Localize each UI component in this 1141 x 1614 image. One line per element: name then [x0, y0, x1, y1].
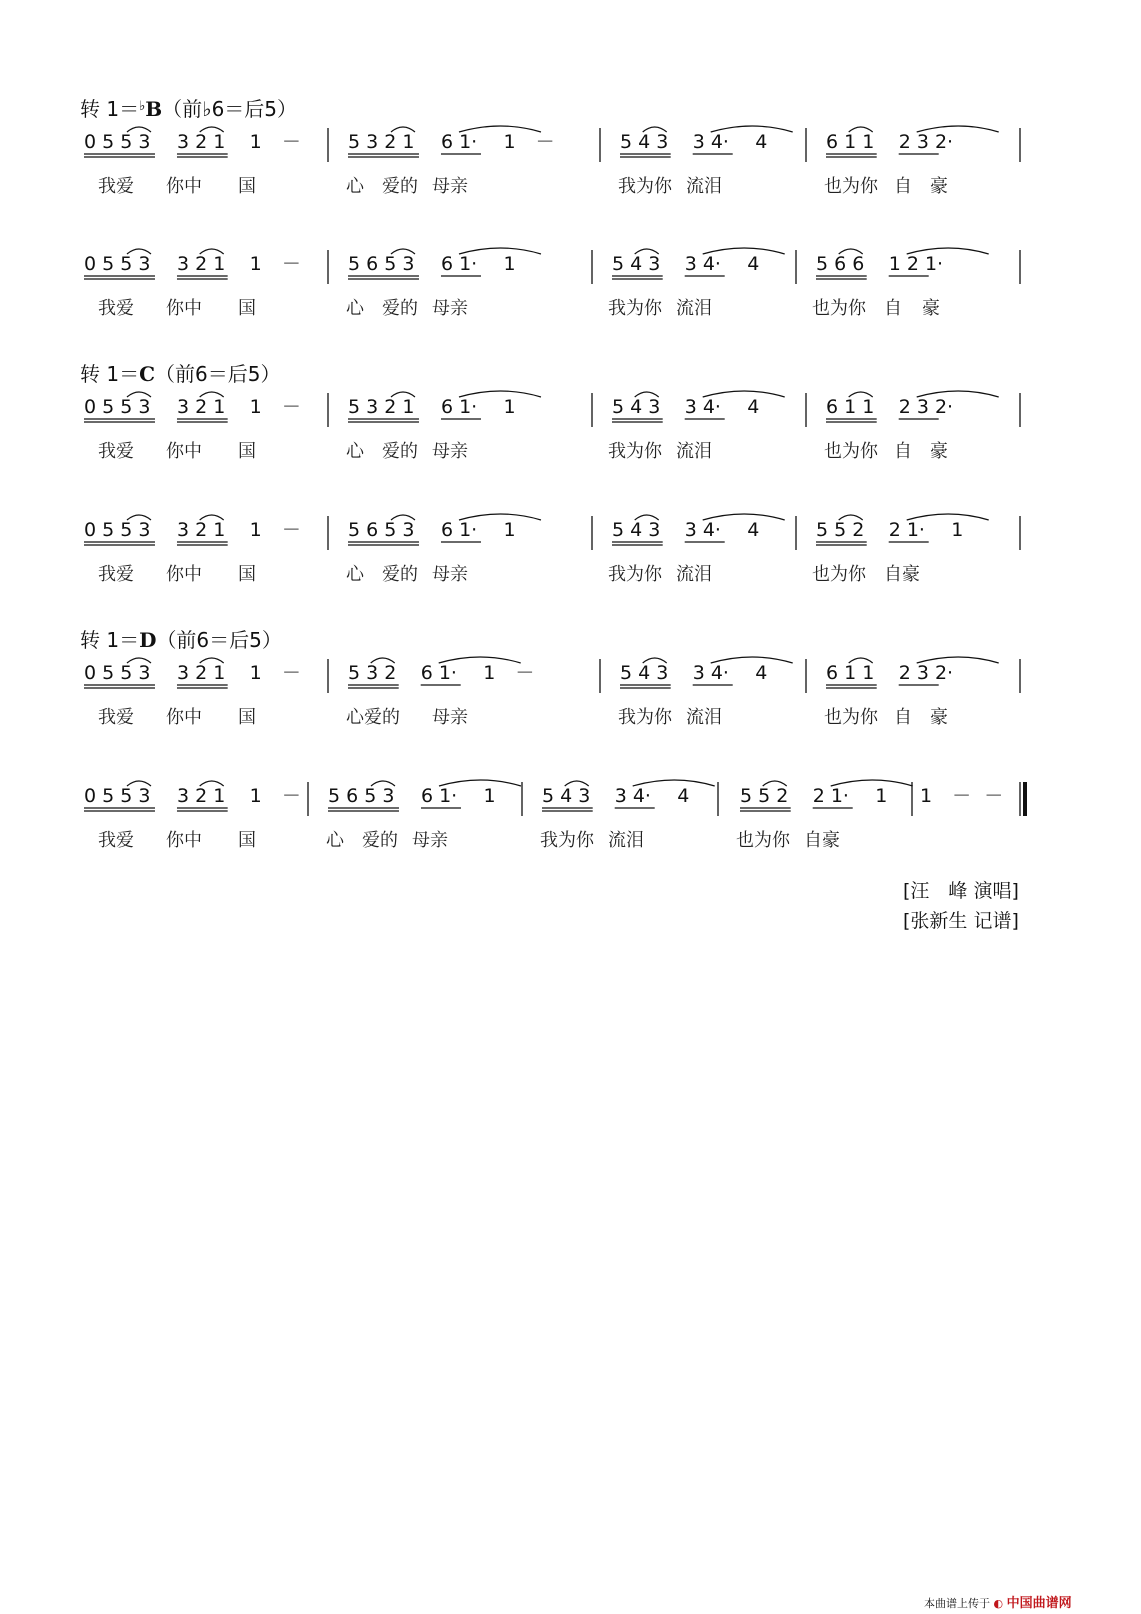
key-change-heading: 转 1＝♭B（前♭6＝后5） — [80, 97, 298, 121]
lyric-word: 自 — [894, 441, 912, 462]
note-group: 5 6 5 3 — [348, 519, 415, 541]
lyric-word: 我为你 — [608, 298, 662, 319]
note-group: 1 — [249, 396, 262, 418]
note-group: 1 — [503, 253, 516, 275]
lyric-word: 豪 — [930, 707, 948, 728]
note-group: 4 — [755, 662, 768, 684]
note-group: 1 — [249, 662, 262, 684]
measure — [740, 780, 913, 811]
note-group: － — [281, 519, 301, 541]
note-group: 6 1· — [420, 785, 458, 807]
lyric-word: 爱的 — [362, 830, 398, 851]
lyric-word: 也为你 — [812, 298, 866, 319]
note-group: － — [281, 131, 301, 153]
lyric-word: 你中 — [166, 830, 202, 851]
lyric-word: 心 — [346, 564, 364, 585]
measure — [348, 391, 541, 422]
lyric-word: 流泪 — [686, 176, 722, 197]
note-group: 3 2 1 — [176, 253, 226, 275]
note-group: 6 1 1 — [826, 131, 875, 153]
measure — [612, 391, 785, 422]
lyric-word: 母亲 — [412, 830, 448, 851]
measure — [826, 391, 999, 422]
note-group: 4 — [747, 253, 760, 275]
lyric-word: 流泪 — [676, 564, 712, 585]
note-group: 5 6 6 — [816, 253, 865, 275]
lyric-word: 也为你 — [824, 441, 878, 462]
lyric-word: 也为你 — [824, 707, 878, 728]
note-group: 1 — [249, 519, 262, 541]
measure — [620, 126, 793, 157]
measure — [612, 514, 785, 545]
lyric-word: 我为你 — [540, 830, 594, 851]
lyric-word: 自 — [894, 176, 912, 197]
note-group: 3 2 1 — [176, 131, 226, 153]
lyric-word: 爱的 — [382, 176, 418, 197]
lyric-word: 国 — [238, 298, 256, 319]
note-group: 5 3 2 1 — [348, 396, 415, 418]
lyric-word: 你中 — [166, 564, 202, 585]
site-logo-icon: ◐ — [993, 1597, 1004, 1610]
upload-footer — [924, 1592, 1072, 1611]
note-group: 0 5 5 3 — [84, 131, 151, 153]
lyric-word: 心 — [346, 298, 364, 319]
note-group: 2 1· — [812, 785, 849, 807]
lyric-word: 母亲 — [432, 564, 468, 585]
note-group: 1 — [951, 519, 964, 541]
lyric-word: 爱的 — [382, 564, 418, 585]
lyric-word: 自 — [884, 298, 902, 319]
note-group: 1 — [249, 253, 262, 275]
key-change-heading: 转 1＝C（前6＝后5） — [80, 362, 281, 386]
lyric-word: 也为你 — [812, 564, 866, 585]
note-group: － — [952, 785, 972, 807]
note-group: 4 — [747, 519, 760, 541]
measure — [816, 514, 989, 545]
lyric-word: 爱的 — [382, 441, 418, 462]
note-group: 5 3 2 1 — [348, 131, 415, 153]
lyric-word: 我爱 — [98, 176, 134, 197]
lyric-word: 母亲 — [432, 441, 468, 462]
note-group: 6 1· — [440, 253, 478, 275]
upload-text: 本曲谱上传于 — [924, 1597, 990, 1610]
lyric-word: 国 — [238, 707, 256, 728]
note-group: － — [281, 662, 301, 684]
note-group: 6 1 1 — [826, 662, 875, 684]
lyric-word: 我为你 — [618, 707, 672, 728]
lyric-word: 我为你 — [608, 441, 662, 462]
lyric-word: 我爱 — [98, 441, 134, 462]
note-group: 5 5 2 — [740, 785, 789, 807]
lyric-word: 你中 — [166, 441, 202, 462]
lyric-word: 我爱 — [98, 830, 134, 851]
measure — [348, 126, 555, 157]
note-group: 3 4· — [614, 785, 651, 807]
note-group: 6 1· — [440, 396, 478, 418]
lyric-word: 流泪 — [676, 441, 712, 462]
note-group: 1 — [249, 785, 262, 807]
lyric-word: 也为你 — [736, 830, 790, 851]
measure — [84, 658, 301, 688]
measure — [920, 785, 1003, 807]
measure — [84, 515, 301, 545]
note-group: 1 — [503, 396, 516, 418]
lyric-word: 心 — [326, 830, 344, 851]
lyric-word: 豪 — [930, 176, 948, 197]
lyric-word: 心 — [346, 176, 364, 197]
lyric-word: 你中 — [166, 176, 202, 197]
measure — [84, 249, 301, 279]
note-group: 6 1· — [440, 519, 478, 541]
note-group: 0 5 5 3 — [84, 253, 151, 275]
lyric-word: 国 — [238, 830, 256, 851]
lyric-word: 心 — [346, 441, 364, 462]
measure — [348, 514, 541, 545]
note-group: 1 — [503, 131, 516, 153]
lyric-word: 自豪 — [804, 830, 840, 851]
measure — [620, 657, 793, 688]
note-group: 2 3 2· — [898, 396, 954, 418]
lyric-word: 母亲 — [432, 176, 468, 197]
note-group: － — [281, 396, 301, 418]
note-group: 3 4· — [692, 662, 729, 684]
measure — [84, 392, 301, 422]
lyric-word: 心爱的 — [346, 707, 400, 728]
note-group: 3 4· — [684, 519, 721, 541]
note-group: 0 5 5 3 — [84, 396, 151, 418]
note-group: 4 — [747, 396, 760, 418]
note-group: 1 — [249, 131, 262, 153]
measure — [328, 780, 521, 811]
note-group: 3 4· — [692, 131, 729, 153]
lyric-word: 爱的 — [382, 298, 418, 319]
lyric-word: 流泪 — [676, 298, 712, 319]
lyric-word: 国 — [238, 176, 256, 197]
lyric-word: 也为你 — [824, 176, 878, 197]
note-group: 5 4 3 — [542, 785, 591, 807]
lyric-word: 母亲 — [432, 707, 468, 728]
note-group: 1 2 1· — [888, 253, 944, 275]
note-group: 6 1 1 — [826, 396, 875, 418]
measure — [348, 248, 541, 279]
lyric-word: 我爱 — [98, 298, 134, 319]
site-name: 中国曲谱网 — [1006, 1596, 1072, 1611]
note-group: 5 4 3 — [612, 519, 661, 541]
note-group: 5 5 2 — [816, 519, 865, 541]
lyric-word: 你中 — [166, 298, 202, 319]
note-group: 0 5 5 3 — [84, 519, 151, 541]
note-group: 2 3 2· — [898, 131, 954, 153]
lyric-word: 我爱 — [98, 707, 134, 728]
note-group: 5 4 3 — [620, 131, 669, 153]
lyric-word: 我为你 — [608, 564, 662, 585]
note-group: 3 2 1 — [176, 662, 226, 684]
lyric-word: 自 — [894, 707, 912, 728]
note-group: 5 4 3 — [612, 253, 661, 275]
note-group: 1 — [920, 785, 933, 807]
key-change-heading: 转 1＝D（前6＝后5） — [80, 628, 282, 652]
lyric-word: 国 — [238, 441, 256, 462]
singer-credit: [汪 峰 演唱] — [903, 880, 1019, 902]
measure — [84, 781, 301, 811]
note-group: － — [535, 131, 555, 153]
note-group: － — [984, 785, 1004, 807]
note-group: 3 2 1 — [176, 396, 226, 418]
note-group: 4 — [677, 785, 690, 807]
note-group: 5 6 5 3 — [348, 253, 415, 275]
note-group: 5 4 3 — [620, 662, 669, 684]
measure — [612, 248, 785, 279]
note-group: 5 6 5 3 — [328, 785, 395, 807]
transcriber-credit: [张新生 记谱] — [903, 910, 1019, 932]
note-group: 3 4· — [684, 396, 721, 418]
note-group: 4 — [755, 131, 768, 153]
note-group: 1 — [503, 519, 516, 541]
measure — [542, 780, 715, 811]
note-group: 6 1· — [440, 131, 478, 153]
note-group: 0 5 5 3 — [84, 662, 151, 684]
note-group: 0 5 5 3 — [84, 785, 151, 807]
measure — [348, 657, 534, 688]
lyric-word: 母亲 — [432, 298, 468, 319]
lyric-word: 我爱 — [98, 564, 134, 585]
note-group: － — [281, 785, 301, 807]
lyric-word: 自豪 — [884, 564, 920, 585]
lyric-word: 我为你 — [618, 176, 672, 197]
lyric-word: 流泪 — [686, 707, 722, 728]
lyric-word: 流泪 — [608, 830, 644, 851]
note-group: 6 1· — [420, 662, 457, 684]
lyric-word: 国 — [238, 564, 256, 585]
note-group: 2 1· — [888, 519, 925, 541]
measure — [826, 126, 999, 157]
note-group: 5 4 3 — [612, 396, 661, 418]
note-group: 2 3 2· — [898, 662, 954, 684]
lyric-word: 你中 — [166, 707, 202, 728]
measure — [84, 127, 301, 157]
note-group: 1 — [483, 662, 496, 684]
note-group: 3 2 1 — [176, 519, 226, 541]
note-group: 1 — [875, 785, 888, 807]
lyric-word: 豪 — [930, 441, 948, 462]
note-group: 3 4· — [684, 253, 721, 275]
note-group: － — [515, 662, 535, 684]
measure — [816, 248, 989, 279]
measure — [826, 657, 999, 688]
note-group: － — [281, 253, 301, 275]
lyric-word: 豪 — [922, 298, 940, 319]
note-group: 1 — [483, 785, 496, 807]
note-group: 5 3 2 — [348, 662, 397, 684]
note-group: 3 2 1 — [176, 785, 226, 807]
